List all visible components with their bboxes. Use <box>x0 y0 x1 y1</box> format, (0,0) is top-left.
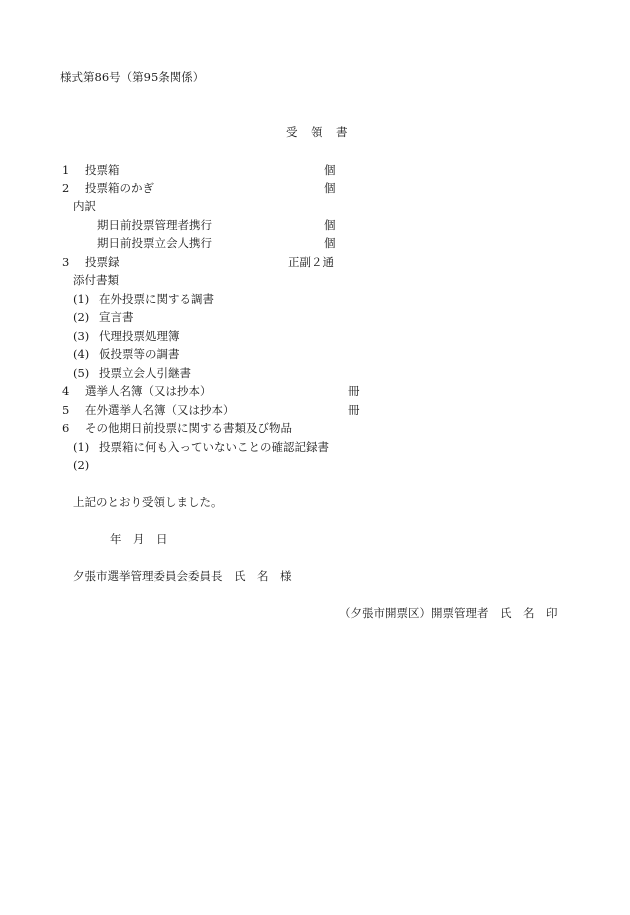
other-2-number: (2) <box>73 458 90 472</box>
attachments-label: 添付書類 <box>73 273 119 287</box>
item-2b-label: 期日前投票立会人携行 <box>97 236 212 250</box>
item-3-number: 3 <box>62 255 70 269</box>
attachment-1-number: (1) <box>73 292 90 306</box>
item-2a-label: 期日前投票管理者携行 <box>97 218 212 232</box>
item-3-label: 投票録 <box>85 255 120 269</box>
attachment-3-number: (3) <box>73 329 90 343</box>
form-number: 様式第86号（第95条関係） <box>60 70 205 84</box>
signer-line: （夕張市開票区）開票管理者 氏 名 印 <box>339 606 558 620</box>
item-2-number: 2 <box>62 181 70 195</box>
item-4-unit: 冊 <box>348 384 360 398</box>
other-1-label: 投票箱に何も入っていないことの確認記録書 <box>99 440 329 454</box>
receipt-statement: 上記のとおり受領しました。 <box>73 495 223 509</box>
date-line: 年 月 日 <box>110 532 168 546</box>
attachment-2-number: (2) <box>73 310 90 324</box>
item-4-number: 4 <box>62 384 70 398</box>
document-title: 受 領 書 <box>286 125 349 139</box>
attachment-4-label: 仮投票等の調書 <box>99 347 180 361</box>
attachment-4-number: (4) <box>73 347 90 361</box>
item-2b-unit: 個 <box>324 236 336 250</box>
other-1-number: (1) <box>73 440 90 454</box>
item-3-unit: 正副２通 <box>288 255 334 269</box>
attachment-3-label: 代理投票処理簿 <box>99 329 180 343</box>
item-5-unit: 冊 <box>348 403 360 417</box>
item-2-label: 投票箱のかぎ <box>85 181 154 195</box>
item-2a-unit: 個 <box>324 218 336 232</box>
item-5-number: 5 <box>62 403 70 417</box>
item-1-unit: 個 <box>324 163 336 177</box>
attachment-5-number: (5) <box>73 366 90 380</box>
addressee-line: 夕張市選挙管理委員会委員長 氏 名 様 <box>73 569 292 583</box>
attachment-2-label: 宣言書 <box>99 310 134 324</box>
item-5-label: 在外選挙人名簿（又は抄本） <box>85 403 235 417</box>
item-4-label: 選挙人名簿（又は抄本） <box>85 384 212 398</box>
item-2-unit: 個 <box>324 181 336 195</box>
attachment-5-label: 投票立会人引継書 <box>99 366 191 380</box>
attachment-1-label: 在外投票に関する調書 <box>99 292 214 306</box>
item-1-number: 1 <box>62 163 70 177</box>
breakdown-label: 内訳 <box>73 199 96 213</box>
item-6-label: その他期日前投票に関する書類及び物品 <box>85 421 292 435</box>
item-6-number: 6 <box>62 421 70 435</box>
item-1-label: 投票箱 <box>85 163 120 177</box>
